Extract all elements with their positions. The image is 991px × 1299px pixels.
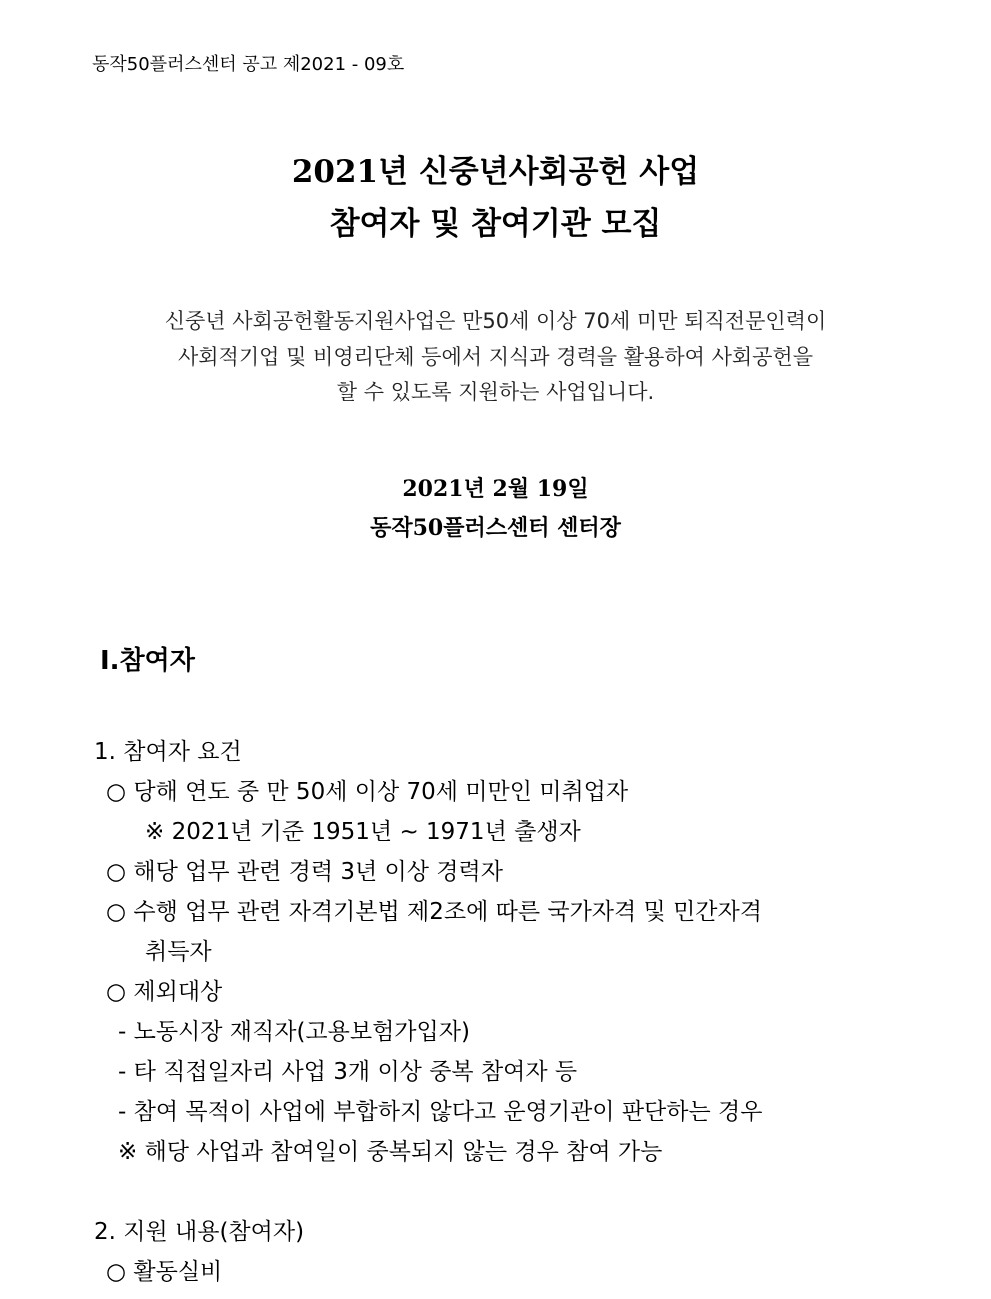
- title-line-1: 2021년 신중년사회공헌 사업: [291, 154, 700, 190]
- intro-line-1: 신중년 사회공헌활동지원사업은 만50세 이상 70세 미만 퇴직전문인력이: [164, 309, 827, 333]
- list-item: ○ 해당 업무 관련 경력 3년 이상 경력자: [106, 859, 503, 885]
- list-note: ※ 해당 사업과 참여일이 중복되지 않는 경우 참여 가능: [118, 1139, 663, 1165]
- date: 2021년 2월 19일: [402, 476, 589, 502]
- intro-line-3: 할 수 있도록 지원하는 사업입니다.: [336, 380, 655, 404]
- sub-list-item: - 타 직접일자리 사업 3개 이상 중복 참여자 등: [118, 1059, 578, 1085]
- list-item: ○ 제외대상: [106, 979, 223, 1005]
- notice-number: 동작50플러스센터 공고 제2021 - 09호: [92, 54, 405, 75]
- list-note: ※ 2021년 기준 1951년 ~ 1971년 출생자: [145, 819, 581, 845]
- list-item: ○ 당해 연도 중 만 50세 이상 70세 미만인 미취업자: [106, 779, 629, 805]
- sub-list-item: - 참여 목적이 사업에 부합하지 않다고 운영기관이 판단하는 경우: [118, 1099, 763, 1125]
- list-item: ○ 활동실비: [106, 1259, 223, 1285]
- issuer: 동작50플러스센터 센터장: [370, 515, 621, 541]
- intro-line-2: 사회적기업 및 비영리단체 등에서 지식과 경력을 활용하여 사회공헌을: [177, 345, 814, 369]
- list-item-continued: 취득자: [145, 939, 212, 965]
- title-line-2: 참여자 및 참여기관 모집: [329, 206, 662, 242]
- sub-list-item: - 노동시장 재직자(고용보험가입자): [118, 1019, 470, 1045]
- subsection-heading: 1. 참여자 요건: [94, 739, 242, 765]
- section-title: Ⅰ.참여자: [100, 646, 195, 676]
- list-item: ○ 수행 업무 관련 자격기본법 제2조에 따른 국가자격 및 민간자격: [106, 899, 762, 925]
- subsection-heading: 2. 지원 내용(참여자): [94, 1219, 305, 1245]
